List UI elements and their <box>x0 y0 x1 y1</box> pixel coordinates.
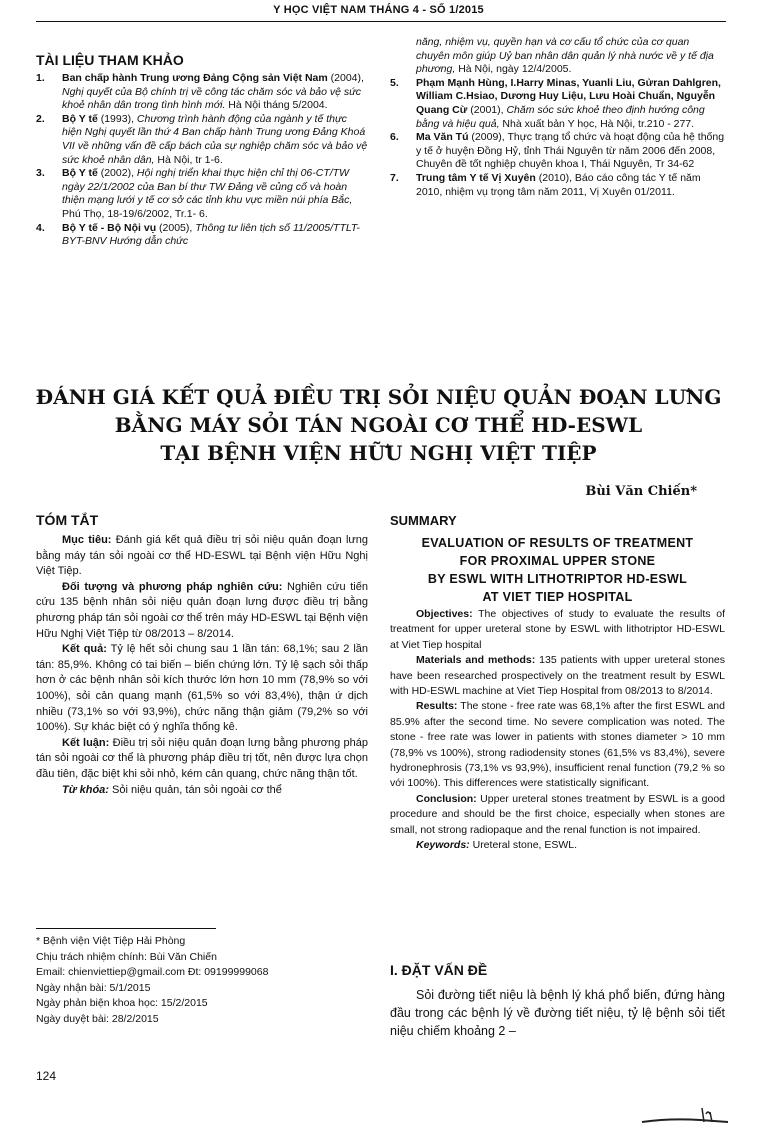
abstract-paragraph <box>36 736 368 783</box>
reference-authors: Phạm Mạnh Hùng, I.Harry Minas, Yuanli Liu, Gửran Dahlgren, William C.Hsiao, Dương Huy Liệu, Lưu Hoài Chuẩn, Nguyễn Quang Cừ <box>416 76 721 116</box>
reference-details: Báo cáo công tác Y tế năm 2010, nhiệm vụ trọng tâm năm 2011, Vị Xuyên 01/2011. <box>416 171 701 198</box>
abstract-en-heading: SUMMARY <box>390 513 457 528</box>
reference-continuation <box>390 36 725 77</box>
reference-item <box>36 222 368 249</box>
abstract-text: Tỷ lệ hết sỏi chung sau 1 lần tán: 68,1%; sau 2 lần tán: 85,9%. Không có tai biến – biến chứng lớn. Tỷ lệ sạch sỏi thấp hơn ở các bệnh nhân sỏi kích thước lớn hơn 10 mm (78,9% so với 100%), sỏi cản quang mạnh (61,5% so với 83,4%), thận ứ dịch nhiều (73,1% so với 93,9%), chức năng thận giảm (79,2% so với 100%). Sự khác biệt có ý nghĩa thống kê. <box>36 643 369 734</box>
abstract-text: Sỏi niệu quản, tán sỏi ngoài cơ thể <box>108 783 282 796</box>
references-right-column <box>390 36 725 199</box>
reference-authors: Bộ Y tế <box>62 167 98 180</box>
decorative-ornament-icon <box>640 1104 730 1126</box>
abstract-text: Đánh giá kết quả điều trị sỏi niệu quản đoạn lưng bằng máy tán sỏi ngoài cơ thể HD-ESWL tại Bệnh viện Hữu Nghị Việt Tiệp. <box>36 534 368 578</box>
abstract-label: Results: <box>416 700 458 713</box>
references-heading: TÀI LIỆU THAM KHẢO <box>36 52 184 68</box>
reference-title: Hội nghị triển khai thực hiện chỉ thị 06-CT/TW ngày 22/1/2002 của Ban bí thư TW Đảng về củng cố và hoàn thiện mạng lưới y tế cơ sở các tỉnh khu vực miền núi phía Bắc, <box>62 167 353 207</box>
abstract-paragraph <box>390 838 725 853</box>
footnote-received: Ngày nhận bài: 5/1/2015 <box>36 981 151 994</box>
reference-details: Hà Nội, ngày 12/4/2005. <box>455 63 572 76</box>
footnote <box>36 934 368 1027</box>
reference-title: Chăm sóc sức khoẻ theo định hướng công bằng và hiệu quả, <box>416 103 705 130</box>
reference-number: 2. <box>36 112 45 125</box>
abstract-en-body <box>390 607 725 854</box>
reference-year: (2010), <box>535 171 575 184</box>
abstract-label: Kết quả: <box>62 643 107 656</box>
abstract-vi-body <box>36 533 368 798</box>
running-header: Y HỌC VIỆT NAM THÁNG 4 - SỐ 1/2015 <box>273 4 484 16</box>
abstract-label: Materials and methods: <box>416 654 536 667</box>
reference-item <box>390 77 725 131</box>
reference-year: (2005), <box>156 221 196 234</box>
abstract-paragraph <box>36 533 368 580</box>
abstract-paragraph <box>390 792 725 838</box>
abstract-label: Từ khóa: <box>62 783 109 796</box>
abstract-label: Đối tượng và phương pháp nghiên cứu: <box>62 580 283 593</box>
abstract-label: Conclusion: <box>416 792 477 805</box>
abstract-en-title <box>390 534 725 606</box>
reference-number: 6. <box>390 131 399 144</box>
footnote-email: Email: chienviettiep@gmail.com Đt: 09199999068 <box>36 966 269 978</box>
abstract-label: Kết luận: <box>62 736 110 749</box>
abstract-text: Ureteral stone, ESWL. <box>469 839 578 852</box>
reference-item <box>36 167 368 221</box>
reference-number: 1. <box>36 72 45 84</box>
footnote-reviewed: Ngày phản biện khoa học: 15/2/2015 <box>36 997 208 1009</box>
reference-year: (2009), <box>468 131 508 144</box>
reference-number: 5. <box>390 76 399 89</box>
article-title <box>0 383 757 467</box>
reference-item <box>36 72 368 113</box>
reference-year: (2001), <box>467 103 507 116</box>
abstract-paragraph <box>390 699 725 791</box>
reference-year: (2002), <box>97 167 137 180</box>
reference-item <box>390 172 725 199</box>
abstract-text: 135 patients with upper ureteral stones have been researched prospectively on the treatment result by ESWL with HD-ESWL machine at Viet Tiep Hospital from 08/2013 to 8/2014. <box>390 654 725 698</box>
reference-number: 4. <box>36 221 45 234</box>
footnote-rule <box>36 928 216 929</box>
reference-authors: Ban chấp hành Trung ương Đảng Cộng sản Việt Nam <box>62 72 328 84</box>
abstract-en-title-line: BY ESWL WITH LITHOTRIPTOR HD-ESWL <box>427 572 688 586</box>
reference-authors: Ma Văn Tú <box>416 131 469 144</box>
intro-text: Sỏi đường tiết niệu là bệnh lý khá phổ biến, đứng hàng đầu trong các bệnh lý về đường tiết niệu, tỷ lệ bệnh sỏi tiết niệu chiếm khoảng 2 – <box>390 988 725 1038</box>
reference-item <box>390 131 725 172</box>
abstract-label: Mục tiêu: <box>62 534 112 546</box>
article-title-line: ĐÁNH GIÁ KẾT QUẢ ĐIỀU TRỊ SỎI NIỆU QUẢN ĐOẠN LƯNG <box>35 385 722 409</box>
abstract-paragraph <box>36 580 368 642</box>
abstract-en-title-line: EVALUATION OF RESULTS OF TREATMENT <box>421 536 694 550</box>
abstract-en-title-line: FOR PROXIMAL UPPER STONE <box>459 554 656 568</box>
abstract-text: Nghiên cứu tiến cứu 135 bệnh nhân sỏi niệu quản đoạn lưng được điều trị bằng phương pháp tán sỏi ngoài cơ thể trên máy HD-ESWL tại Bệnh viện Hữu Nghị Việt Tiệp từ 08/2013 – 8/2014. <box>36 580 369 640</box>
reference-number: 7. <box>390 171 399 184</box>
abstract-label: Keywords: <box>416 839 470 852</box>
article-author: Bùi Văn Chiến* <box>585 484 697 499</box>
intro-heading: I. ĐẶT VẤN ĐỀ <box>390 962 488 978</box>
references-left-column <box>36 72 368 249</box>
reference-year: (1993), <box>97 112 137 125</box>
abstract-en-title-line: AT VIET TIEP HOSPITAL <box>482 590 633 604</box>
article-title-line: TẠI BỆNH VIỆN HỮU NGHỊ VIỆT TIỆP <box>160 441 597 465</box>
abstract-text: The objectives of study to evaluate the results of treatment for upper ureteral stone by ESWL with lithotriptor HD-ESWL at Viet Tiep hospital <box>390 608 725 651</box>
footnote-accepted: Ngày duyệt bài: 28/2/2015 <box>36 1012 159 1025</box>
reference-number: 3. <box>36 167 45 180</box>
abstract-text: Upper ureteral stones treatment by ESWL is a good procedure and should be the first choice, especially when stones are small, not strong radiopaque and the renal function is not impaired. <box>390 792 725 836</box>
reference-item <box>36 113 368 167</box>
abstract-text: The stone - free rate was 68,1% after the first ESWL and 85.9% after the second time. No severe complication was noted. The stone - free rate was lower in patients with stones diameter > 10 mm (78,9% vs 100%), strong radiodensity stones (61,5% vs 83,4%), severe hydronephrosis (73,1% vs 93,9%), insufficient renal function (79,2 % so với 100%). This differences were statistically significant. <box>390 700 725 790</box>
abstract-text: Điều trị sỏi niệu quản đoạn lưng bằng phương pháp tán sỏi ngoài cơ thể là phương pháp điều trị tốt, nên được lựa chọn đầu tiên, đặc biệt khi sỏi nhỏ, kém cản quang, chức năng thận tốt. <box>36 736 368 780</box>
abstract-label: Objectives: <box>416 608 473 620</box>
header-rule <box>36 21 726 22</box>
reference-details: Nhà xuất bản Y học, Hà Nội, tr.210 - 277. <box>499 117 695 130</box>
reference-details: Hà Nội, tr 1-6. <box>154 153 223 166</box>
reference-title: năng, nhiệm vụ, quyền hạn và cơ cấu tổ chức của cơ quan chuyên môn giúp Uỷ ban nhân dân quản lý nhà nước về y tế địa phương, <box>416 36 714 76</box>
abstract-paragraph <box>36 642 368 736</box>
reference-authors: Bộ Y tế - Bộ Nội vụ <box>62 221 157 234</box>
footnote-affiliation: * Bệnh viện Việt Tiệp Hải Phòng <box>36 935 186 947</box>
reference-title: Thông tư liên tịch số 11/2005/TTLT-BYT-BNV Hướng dẫn chức <box>62 221 360 248</box>
abstract-paragraph <box>36 783 368 799</box>
reference-authors: Bộ Y tế <box>62 112 98 125</box>
reference-authors: Trung tâm Y tế Vị Xuyên <box>416 171 536 184</box>
abstract-vi-heading: TÓM TẮT <box>36 512 99 528</box>
reference-details: Thực trạng tổ chức và hoạt động của hệ thống y tế ở huyện Đồng Hỷ, tỉnh Thái Nguyên từ năm 2006 đến 2008, Chuyên đề tốt nghiệp chuyên khoa I, Thái Nguyên, Tr 34-62 <box>416 131 725 171</box>
reference-details: Phú Thọ, 18-19/6/2002, Tr.1- 6. <box>62 207 208 220</box>
reference-year: (2004), <box>327 72 364 84</box>
reference-details: Hà Nội tháng 5/2004. <box>225 99 328 112</box>
article-title-line: BẰNG MÁY SỎI TÁN NGOÀI CƠ THỂ HD-ESWL <box>114 413 643 437</box>
footnote-corresponding: Chịu trách nhiệm chính: Bùi Văn Chiến <box>36 950 217 963</box>
page-number: 124 <box>36 1069 57 1083</box>
reference-title: Nghị quyết của Bộ chính trị về công tác chăm sóc và bảo vệ sức khoẻ nhân dân trong tình hình mới. <box>62 85 362 112</box>
abstract-paragraph <box>390 653 725 699</box>
abstract-paragraph <box>390 607 725 653</box>
reference-title: Chương trình hành động của ngành y tế thực hiện Nghị quyết lần thứ 4 Ban chấp hành Trung ương Đảng Khoá VII về những vấn đề cấp bách của sự nghiệp chăm sóc và bảo vệ sức khoẻ nhân dân, <box>62 112 368 166</box>
